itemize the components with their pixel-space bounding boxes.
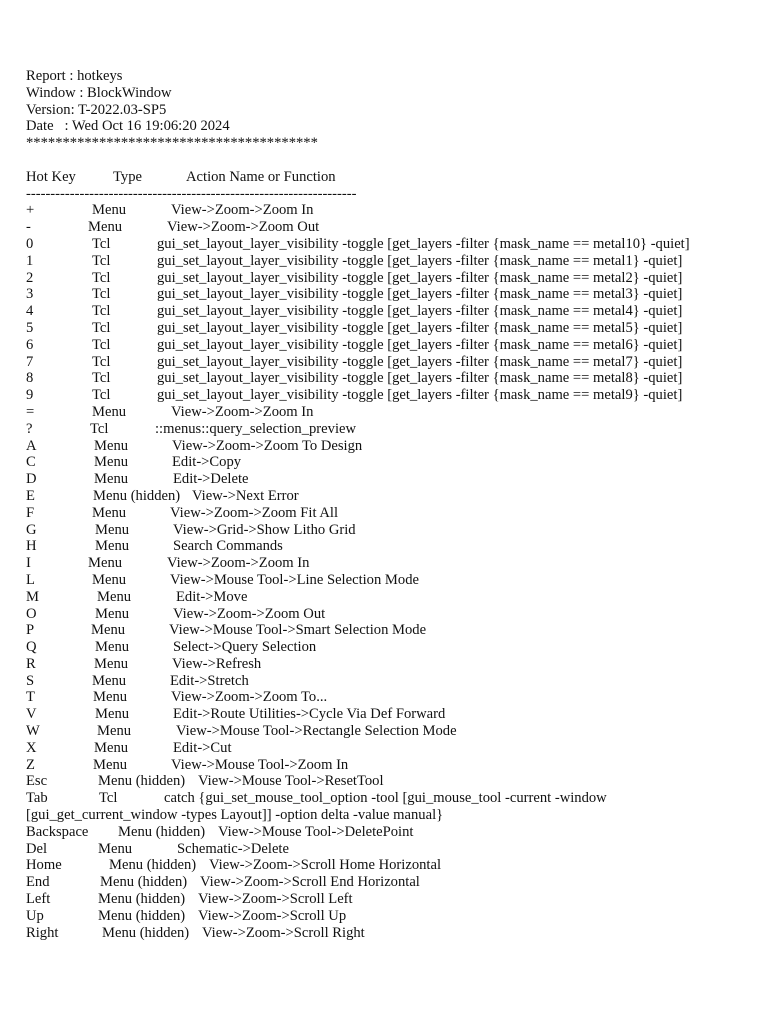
hot-key: 7 <box>26 353 34 370</box>
hotkey-action: View->Zoom->Scroll Right <box>202 924 365 941</box>
hotkey-action: View->Mouse Tool->Zoom In <box>171 756 349 773</box>
hotkey-row <box>26 253 756 270</box>
hot-key: 9 <box>26 387 34 404</box>
hotkey-type: Menu <box>97 723 132 740</box>
hotkey-row <box>26 270 756 287</box>
hotkey-row <box>26 908 756 925</box>
hotkey-type: Menu <box>94 655 129 672</box>
hotkey-row <box>26 505 756 522</box>
hotkey-row <box>26 639 756 656</box>
hotkey-type: Menu (hidden) <box>109 857 197 874</box>
hot-key: G <box>26 521 37 538</box>
hotkey-action: Edit->Cut <box>173 739 232 756</box>
hotkey-type: Tcl <box>99 790 118 807</box>
hot-key: 1 <box>26 252 34 269</box>
hot-key: Esc <box>26 773 48 790</box>
hotkey-row <box>26 874 756 891</box>
hotkey-action: Edit->Copy <box>172 454 242 471</box>
hotkey-action: Edit->Route Utilities->Cycle Via Def Forward <box>173 706 446 723</box>
hotkey-type: Menu <box>98 840 133 857</box>
hotkey-action: Edit->Move <box>176 588 248 605</box>
hot-key: ? <box>26 420 33 437</box>
hotkey-type: Tcl <box>92 303 111 320</box>
hotkey-action: View->Mouse Tool->DeletePoint <box>218 823 414 840</box>
hotkey-action: View->Mouse Tool->Rectangle Selection Mode <box>176 723 457 740</box>
hotkey-type: Menu <box>95 521 130 538</box>
header-action: Action Name or Function <box>186 168 336 185</box>
hotkey-type: Menu (hidden) <box>118 823 206 840</box>
hotkey-row <box>26 925 756 942</box>
hot-key: P <box>26 622 35 639</box>
header-type: Type <box>113 168 142 185</box>
hotkey-action: View->Zoom->Scroll Home Horizontal <box>209 857 442 874</box>
hotkey-action: Search Commands <box>173 538 283 555</box>
hotkey-row <box>26 841 756 858</box>
hot-key: L <box>26 571 35 588</box>
hotkey-type: Menu (hidden) <box>98 773 186 790</box>
hotkey-type: Menu <box>92 403 127 420</box>
hotkey-action: View->Refresh <box>172 655 262 672</box>
hot-key: Up <box>26 907 44 924</box>
hot-key: O <box>26 605 37 622</box>
hotkey-action: View->Zoom->Zoom To... <box>171 689 328 706</box>
header-hot-key: Hot Key <box>26 168 76 185</box>
hotkey-action: View->Grid->Show Litho Grid <box>173 521 356 538</box>
hotkey-type: Tcl <box>92 370 111 387</box>
hotkey-type: Menu <box>91 622 126 639</box>
hotkey-type: Menu <box>95 639 130 656</box>
hot-key: 5 <box>26 319 34 336</box>
hotkey-action: View->Mouse Tool->Line Selection Mode <box>170 571 419 588</box>
hotkey-type: Tcl <box>92 286 111 303</box>
hot-key: + <box>26 202 35 219</box>
date-line: Date : Wed Oct 16 19:06:20 2024 <box>26 118 230 135</box>
hot-key: M <box>26 588 39 605</box>
hotkey-row <box>26 286 756 303</box>
hotkey-row <box>26 387 756 404</box>
hot-key: Left <box>26 891 51 908</box>
hotkey-row <box>26 589 756 606</box>
hotkey-type: Menu <box>92 504 127 521</box>
hot-key: 0 <box>26 235 34 252</box>
hotkey-type: Menu <box>95 538 130 555</box>
hot-key: - <box>26 219 31 236</box>
hotkey-type: Menu (hidden) <box>98 907 186 924</box>
hotkey-row <box>26 488 756 505</box>
hotkey-row <box>26 673 756 690</box>
hotkey-action: View->Zoom->Zoom In <box>171 403 314 420</box>
hotkey-action: gui_set_layout_layer_visibility -toggle [get_layers -filter {mask_name == metal1} -quiet] <box>157 252 683 269</box>
hotkey-type: Menu (hidden) <box>100 874 188 891</box>
hotkey-action: View->Zoom->Zoom Fit All <box>170 504 338 521</box>
hotkey-action: gui_set_layout_layer_visibility -toggle [get_layers -filter {mask_name == metal4} -quiet] <box>157 303 683 320</box>
hotkey-row <box>26 438 756 455</box>
hotkey-type: Tcl <box>92 252 111 269</box>
hotkey-row <box>26 454 756 471</box>
hotkey-row <box>26 404 756 421</box>
hotkey-action: View->Zoom->Zoom Out <box>173 605 326 622</box>
hotkey-row <box>26 790 756 807</box>
hot-key: Home <box>26 857 62 874</box>
hot-key: S <box>26 672 35 689</box>
hotkey-row <box>26 354 756 371</box>
hot-key: R <box>26 655 36 672</box>
hotkey-action: View->Zoom->Zoom To Design <box>172 437 363 454</box>
hotkey-type: Tcl <box>92 235 111 252</box>
hotkey-action: View->Zoom->Scroll Up <box>198 907 347 924</box>
column-headers <box>26 169 756 186</box>
hotkey-action: View->Zoom->Zoom Out <box>167 219 320 236</box>
hotkey-type: Menu <box>94 471 129 488</box>
hotkey-row <box>26 656 756 673</box>
hotkey-row <box>26 421 756 438</box>
hot-key: Q <box>26 639 37 656</box>
hot-key: 4 <box>26 303 34 320</box>
hotkey-action: gui_set_layout_layer_visibility -toggle [get_layers -filter {mask_name == metal5} -quiet] <box>157 319 683 336</box>
version-line: Version: T-2022.03-SP5 <box>26 101 167 118</box>
hotkey-action: catch {gui_set_mouse_tool_option -tool [gui_mouse_tool -current -window <box>164 790 607 807</box>
hot-key: Right <box>26 924 59 941</box>
hot-key: 3 <box>26 286 34 303</box>
blank-line <box>26 152 756 169</box>
hotkey-type: Tcl <box>92 387 111 404</box>
report-title: Report : hotkeys <box>26 68 123 84</box>
hotkey-action: View->Zoom->Scroll Left <box>198 891 353 908</box>
hotkey-row <box>26 320 756 337</box>
hotkey-type: Menu <box>88 555 123 572</box>
hotkey-action: ::menus::query_selection_preview <box>155 420 357 437</box>
hotkey-row <box>26 622 756 639</box>
hotkey-action: gui_set_layout_layer_visibility -toggle [get_layers -filter {mask_name == metal10} -quiet] <box>157 235 690 252</box>
hotkey-action: View->Mouse Tool->ResetTool <box>198 773 384 790</box>
hotkey-type: Menu <box>92 202 127 219</box>
divider: -------------------------------------------------------------------- <box>26 185 357 202</box>
hotkey-row <box>26 857 756 874</box>
hotkey-type: Menu <box>95 706 130 723</box>
hotkey-action: Schematic->Delete <box>177 840 289 857</box>
hotkey-type: Menu <box>95 605 130 622</box>
hotkey-type: Menu <box>92 571 127 588</box>
hotkey-action: View->Next Error <box>192 487 299 504</box>
hotkey-action: gui_set_layout_layer_visibility -toggle [get_layers -filter {mask_name == metal3} -quiet] <box>157 286 683 303</box>
hot-key: Del <box>26 840 48 857</box>
hotkey-type: Menu <box>88 219 123 236</box>
hot-key: 2 <box>26 269 34 286</box>
hotkey-row <box>26 522 756 539</box>
hotkey-type: Menu <box>93 756 128 773</box>
hot-key: T <box>26 689 35 706</box>
hotkey-row <box>26 219 756 236</box>
hot-key: H <box>26 538 37 555</box>
hotkey-action-continuation: [gui_get_current_window -types Layout]] -option delta -value manual} <box>26 807 444 824</box>
hotkey-row <box>26 824 756 841</box>
hotkey-action: Edit->Delete <box>173 471 249 488</box>
window-line: Window : BlockWindow <box>26 84 172 101</box>
hot-key: F <box>26 504 35 521</box>
hotkey-action: Select->Query Selection <box>173 639 317 656</box>
hot-key: Tab <box>26 790 48 807</box>
hotkey-action: View->Zoom->Zoom In <box>167 555 310 572</box>
hotkey-row <box>26 471 756 488</box>
hotkey-row <box>26 757 756 774</box>
hotkey-row <box>26 337 756 354</box>
hot-key: I <box>26 555 31 572</box>
hot-key: End <box>26 874 50 891</box>
hot-key: W <box>26 723 40 740</box>
hotkey-row <box>26 773 756 790</box>
hotkey-row <box>26 723 756 740</box>
hotkey-action: gui_set_layout_layer_visibility -toggle [get_layers -filter {mask_name == metal9} -quiet] <box>157 387 683 404</box>
hotkey-type: Menu (hidden) <box>102 924 190 941</box>
hotkey-action: gui_set_layout_layer_visibility -toggle [get_layers -filter {mask_name == metal2} -quiet] <box>157 269 683 286</box>
hotkey-row <box>26 202 756 219</box>
hotkey-type: Tcl <box>90 420 109 437</box>
report-document <box>26 68 756 941</box>
hotkey-action: gui_set_layout_layer_visibility -toggle [get_layers -filter {mask_name == metal7} -quiet] <box>157 353 683 370</box>
hotkey-action: gui_set_layout_layer_visibility -toggle [get_layers -filter {mask_name == metal6} -quiet] <box>157 336 683 353</box>
hotkey-action: gui_set_layout_layer_visibility -toggle [get_layers -filter {mask_name == metal8} -quiet] <box>157 370 683 387</box>
hotkey-row <box>26 706 756 723</box>
hotkey-row <box>26 370 756 387</box>
hotkey-type: Menu <box>94 454 129 471</box>
hotkey-type: Menu <box>94 437 129 454</box>
hotkey-row <box>26 740 756 757</box>
hotkey-row <box>26 236 756 253</box>
hotkey-type: Menu <box>93 689 128 706</box>
hot-key: V <box>26 706 37 723</box>
hot-key: Backspace <box>26 823 89 840</box>
hotkey-row <box>26 606 756 623</box>
hotkey-type: Menu <box>97 588 132 605</box>
hot-key: C <box>26 454 36 471</box>
hotkey-type: Tcl <box>92 353 111 370</box>
hotkey-type: Tcl <box>92 319 111 336</box>
hot-key: 8 <box>26 370 34 387</box>
hot-key: Z <box>26 756 35 773</box>
hotkey-type: Tcl <box>92 336 111 353</box>
hot-key: A <box>26 437 37 454</box>
hotkey-type: Menu <box>94 739 129 756</box>
stars-separator: **************************************** <box>26 135 318 152</box>
hotkey-type: Tcl <box>92 269 111 286</box>
hotkey-action: View->Mouse Tool->Smart Selection Mode <box>169 622 427 639</box>
hot-key: 6 <box>26 336 34 353</box>
hot-key: E <box>26 487 35 504</box>
hotkey-row <box>26 303 756 320</box>
hotkey-type: Menu (hidden) <box>93 487 181 504</box>
hotkey-type: Menu (hidden) <box>98 891 186 908</box>
hotkey-row <box>26 555 756 572</box>
hotkey-row <box>26 689 756 706</box>
hotkey-action: Edit->Stretch <box>170 672 249 689</box>
hot-key: X <box>26 739 37 756</box>
hotkey-list <box>26 202 756 941</box>
hotkey-row <box>26 572 756 589</box>
hotkey-row <box>26 538 756 555</box>
hotkey-type: Menu <box>92 672 127 689</box>
hotkey-row <box>26 891 756 908</box>
hotkey-action: View->Zoom->Scroll End Horizontal <box>200 874 420 891</box>
hotkey-action: View->Zoom->Zoom In <box>171 202 314 219</box>
hot-key: = <box>26 403 35 420</box>
hot-key: D <box>26 471 37 488</box>
